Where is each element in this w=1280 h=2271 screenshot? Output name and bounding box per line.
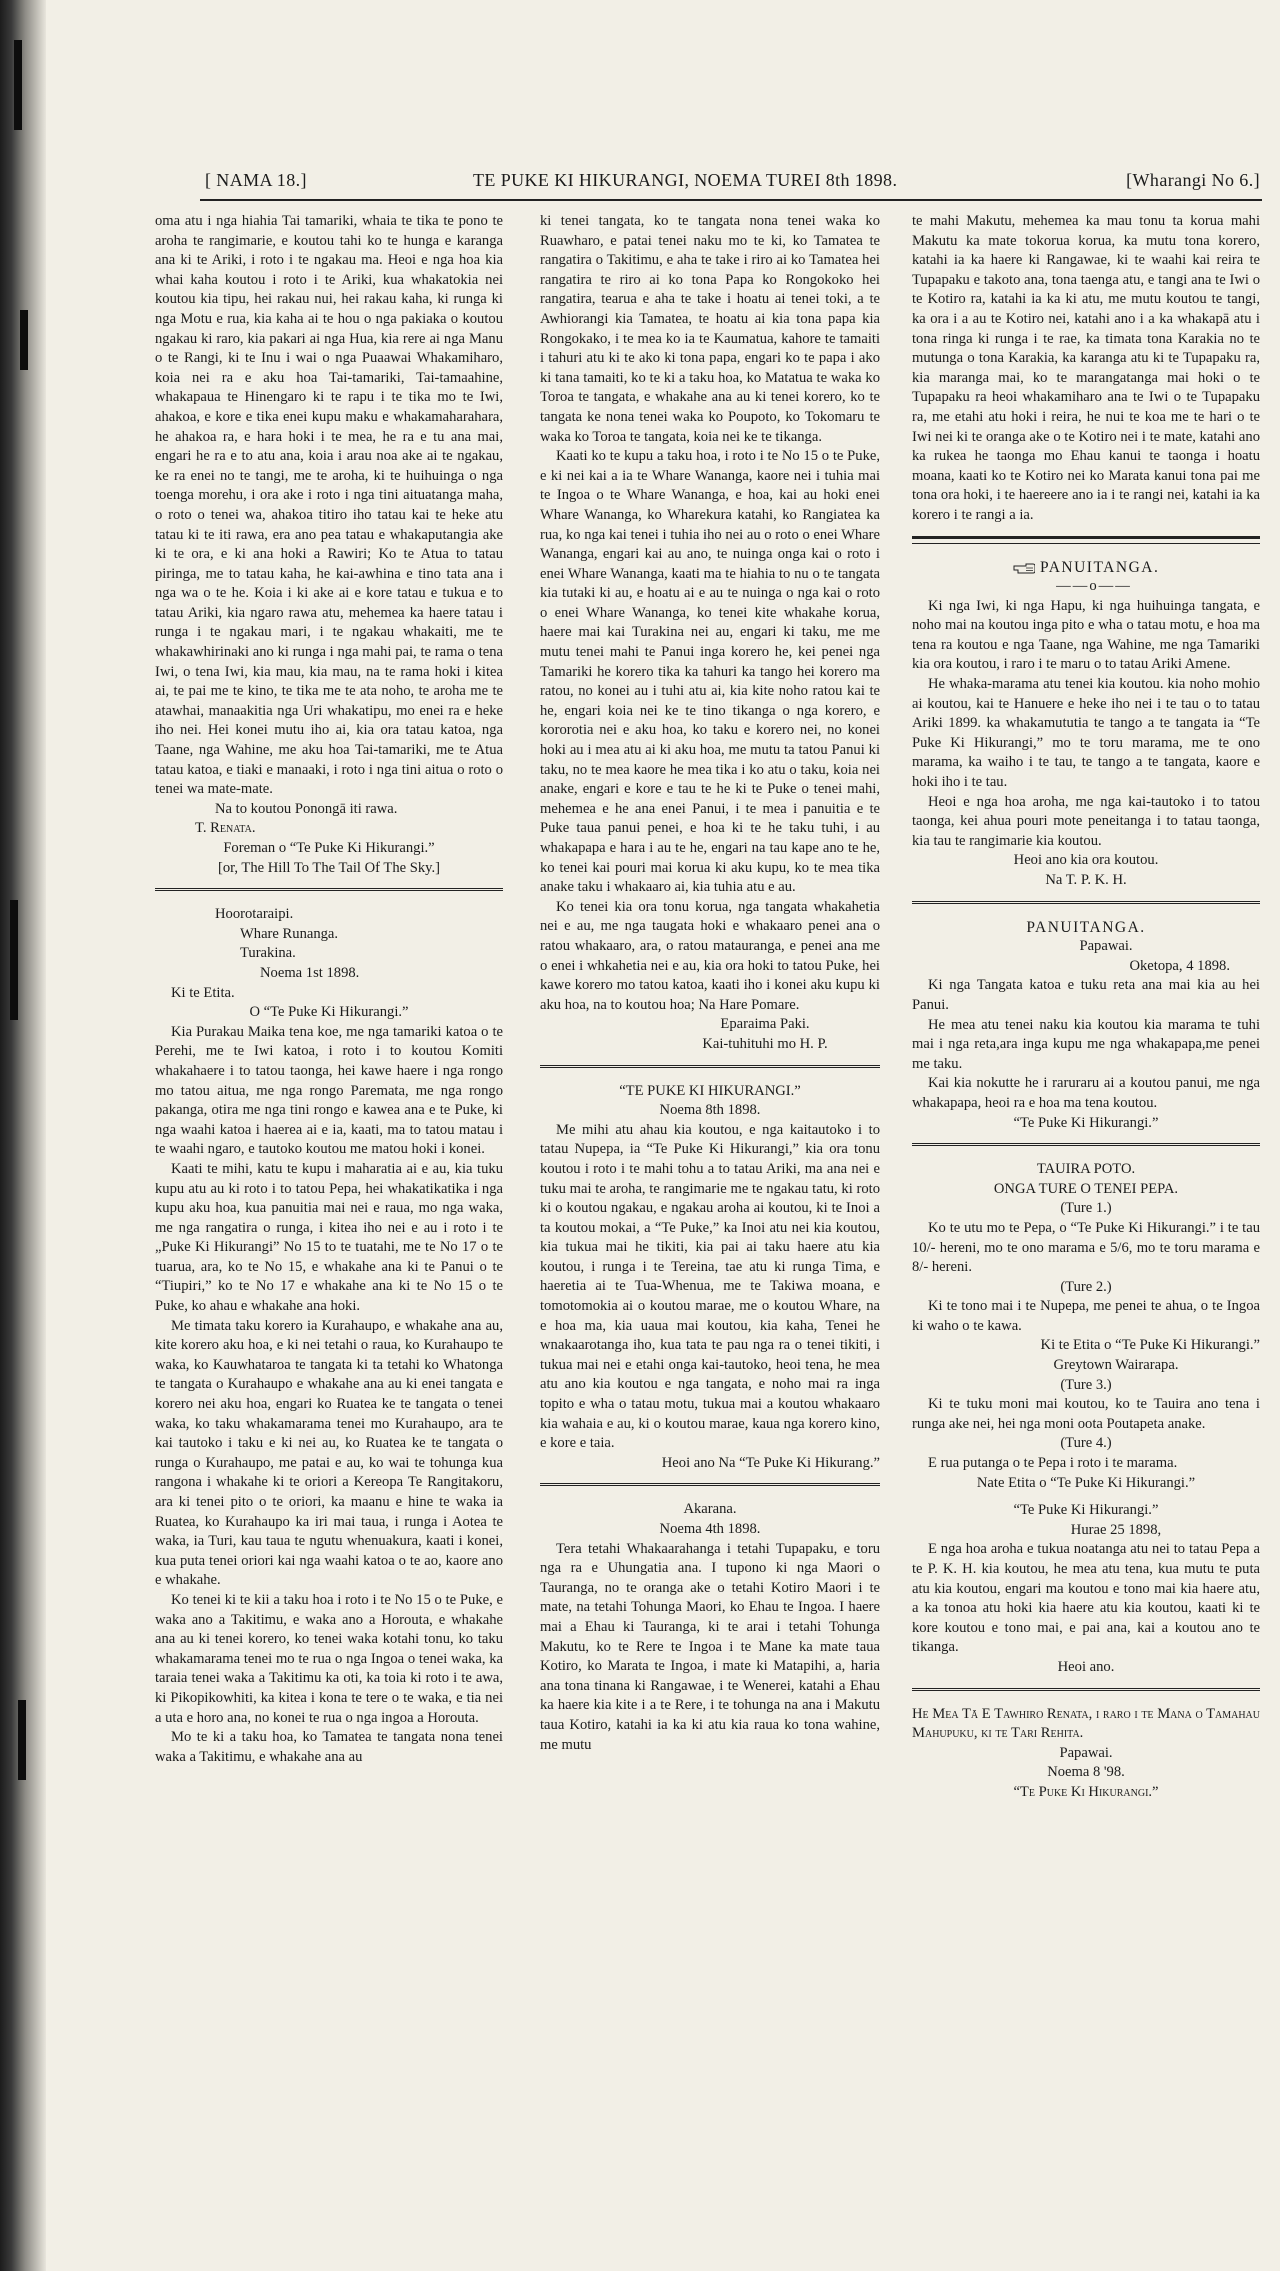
imprint-date: Noema 8 '98.: [1047, 1764, 1125, 1781]
letter-recipient: O “Te Puke Ki Hikurangi.”: [249, 1004, 409, 1021]
notice-place: Papawai.: [1079, 938, 1133, 955]
column-1: [155, 212, 503, 1767]
section-divider: [540, 1065, 880, 1070]
article-paragraph: ki tenei tangata, ko te tangata nona tenei waka ko Ruawharo, e patai tenei naku mo te ki, ko Tamatea te rangatira o Takitimu, e aha te take i riro ai ko Tamatea hei rangatira te riro ai ko tona Papa ko Rongokoko hei rangatira, tearua e aha te take i hoatu ai tenei toki, a te Awhiorangi kia Tamatea, te hoatu ai kia tona papa kia Rongokako, i te mea ko ia te Kaumatua, kahore te tamaiti i tahuri atu ki te ako ki tona papa, engari ko te papa i ako ki tana tamaiti, ko te ki a taku hoa, ko Matatua te waka ko Toroa te tangata, e whakahe ana au ki tenei korero, ko te tangata ke nona tenei waka ko Poupoto, ko Tokomaru te waka ko Toroa te tangata, koia nei ke te tikanga.: [540, 213, 880, 445]
imprint-text: He Mea Tā E Tawhiro Renata, i raro i te Mana o Tamahau Mahupuku, ki te Tari Rehita.: [912, 1705, 1261, 1742]
section-divider: [912, 543, 1260, 544]
rule-text: Ko te utu mo te Pepa, o “Te Puke Ki Hikurangi.” i te tau 10/- hereni, mo te ono marama e 5/6, mo te toru marama e 8/- hereni.: [912, 1219, 1260, 1276]
signature: “Te Puke Ki Hikurangi.”: [1013, 1114, 1159, 1131]
signature: Heoi ano kia ora koutou.: [1013, 852, 1159, 869]
section-divider: [912, 536, 1260, 539]
article-paragraph: te mahi Makutu, mehemea ka mau tonu ta korua mahi Makutu ka mate tokorua korua, ka mutu tona korero, katahi ia ka haere ki Rangawae, ki te waahi kai reira te Tupapaku e takoto ana, tona taenga atu, e tangi ana te Iwi o te Kotiro ra, katahi ia ka ki atu, me mutu koutou te tangi, ka ora i a au te Kotiro nei, katahi ano i a ka whakapā atu i tona ringa ki runga i te rae, ka timata tona Karakia no te mutunga o tona Karakia, ka karanga atu ki te Tupapaku ra, kia maranga mai, ko te marangatanga mai hoki o te Tupapaku ra heoi whakamiharo ana te Iwi o te Tupapaku ra, me etahi atu hoki i reira, he nui te koa me te hari o te Iwi nei ki te oranga ake o te Kotiro nei i te mate, katahi ano ka rukea he taonga mo Ehau kanui te taonga i hoatu moana, kaati ko te Kotiro nei ko Marata kanui tona pai me tona ora hoki, i te haereere ano ia i te rangi nei, katahi ia ka korero i te rangi a ia.: [912, 213, 1260, 523]
notice-paragraph: E nga hoa aroha e tukua noatanga atu nei to tatau Pepa a te P. K. H. kia koutou, he mea atu tena, kua mutu te puta atu kia koutou, engari ma koutou e tono mai kia haere atu, a ka tonoa atu hoki kia haere atu kia koutou, kaati ki te kore koutou e tono mai, e pai ana, kai a koutou ano te tikanga.: [912, 1541, 1260, 1656]
article-paragraph: Mo te ki a taku hoa, ko Tamatea te tangata nona tenei waka a Takitimu, e whakahe ana au: [155, 1729, 503, 1765]
notice-paragraph: He whaka-marama atu tenei kia koutou. kia noho mohio ai koutou, kai te Hanuere e heke iho nei i te tau o to tatau Ariki 1899. ka whakamututia te tango a te tangata ia “Te Puke Ki Hikurangi,” mo te toru marama, me te ono marama, ka waiho i te tau, te tango a te tangata, kaore e hoki iho i te tau.: [912, 676, 1260, 791]
section-divider: [912, 1143, 1260, 1148]
foreman-line: Foreman o “Te Puke Ki Hikurangi.”: [223, 840, 435, 856]
section-divider: [155, 888, 503, 893]
notice-date: Hurae 25 1898,: [1070, 1521, 1162, 1538]
signature: Heoi ano.: [1057, 1658, 1115, 1675]
article-date: Noema 4th 1898.: [659, 1521, 761, 1537]
address-line: Greytown Wairarapa.: [1053, 1357, 1179, 1374]
translation-line: [or, The Hill To The Tail Of The Sky.]: [217, 859, 441, 876]
rule-heading: (Ture 3.): [1060, 1376, 1112, 1393]
rule-heading: (Ture 4.): [1060, 1435, 1112, 1452]
article-paragraph: Me mihi atu ahau kia koutou, e nga kaitautoko i to tatau Nupepa, ia “Te Puke Ki Hikurangi,” kia ora tonu koutou i roto i te mahi tohu a to tatau Ariki, ma ana nei e tuku mai te aroha, te rangimarie me te ngakau tatu, ki roto ki o koutou ngakau, e ngakau aroha ai koutou, ki te Inoi a ta koutou mokai, a “Te Puke,” ka Inoi atu nei kia koutou, kia tukua mai he tikiti, kia pai ai taku haere atu kia koutou, i runga i te Tereina, tae atu ki runga Tima, e haeretia ai te Tua-Whenua, me te Takiwa moana, e tomotomokia ai o koutou marae, me o koutou Whare, na e hoa ma, kia uaua mai koutou, kia kaha, Tenei he wnakaarotanga iho, kua tata te pau nga ra o tenei tikiti, i tukua mai nei e etahi onga kai-tautoko, heoi tena, he mea atu ano kia koutou e nga tangata, e noho mai ra inga topito e wha o tatau motu, tukua mai a koutou whakaaro kia wahaia e au, ki o koutou marae, kaua nga korero kino, e kore e taia.: [540, 1121, 880, 1452]
signature: T. Renata.: [195, 820, 256, 837]
section-divider: [912, 901, 1260, 906]
signature: Eparaima Paki.: [720, 1016, 810, 1033]
article-paragraph: Kaati ko te kupu a taku hoa, i roto i te No 15 o te Puke, e ki nei kai a ia te Whare Wananga, kaore nei i tuhia mai te Ingoa o te Whare Wananga, e hoa, kai au hoki enei Whare Wananga, ko Wharekura katahi, ko Rangiatea ka rua, ko nga kai tenei i tuhia iho nei au o roto o enei Whare Wananga, engari kai au ano, te nuinga onga kai o roto i enei Whare Wananga, kaati ma te hiahia to nu o te tangata kia tutaki ki au, e hoatu ai e au te nuinga o nga kai o roto o enei Whare Wananga, ko tenei kite whakahe korua, haere mai kai Turakina nei au, engari ki taku, me me mutu tenei mahi te Panui inga korero he, kei penei nga Tamariki he korero tika ka tahuri ka tango hei korero ma ratou, no konei au i tuhi atu ai, kia kite noho ratou kai te he, engari koia nei ke te tino tikanga o nga korero, e kororotia nei e aku hoa, ko taku e korero nei, no konei hoki au i mea atu ai ki aku hoa, me mutu ta tatou Panui ki taku, no te mea kaore he mea tika i ko atu o taku, koia nei anake, engari e kore e tau te he ki te Puke o tenei mahi, mehemea e he ana enei Panui, i te mea i panuitia e te Puke taua panui penei, e hoa ki te he taku tuhi, i au whakapapa e hara i au te he, engari na tau kape ano te he, ko tenei kai pouri mai korua ki aku kupu, ko te mea tika anake taku i whakaaro ai, kia tuhia atu e au.: [540, 448, 880, 896]
signature: Heoi ano Na “Te Puke Ki Hikurang.”: [661, 1454, 880, 1471]
letter-place: Hoorotaraipi.: [215, 906, 294, 923]
rule-heading: (Ture 2.): [1060, 1278, 1112, 1295]
notice-title: [912, 558, 1260, 578]
article-paragraph: Kaati te mihi, katu te kupu i maharatia ai e au, kia tuku kupu atu au ki roto i to tatou Pepa, hei whakatikatika i nga kupu aku hoa, kua panuitia mai nei e raua, mo nga waka, me nga rangatira o runga, i kitea iho nei e au i roto i te „Puke Ki Hikurangi” No 15 to te tuatahi, me te No 17 o te tuarua, ara, ko te No 15, e whakahe ana ki te Panui o te “Tiupiri,” ko te No 17 e whakahe ana ki te No 15 o te Puke, ko ahau e whakahe ana hoki.: [155, 1160, 503, 1315]
pointing-hand-icon: [1013, 562, 1035, 574]
rules-subtitle: ONGA TURE O TENEI PEPA.: [993, 1180, 1179, 1197]
letter-place: Turakina.: [240, 945, 296, 962]
signature: Na T. P. K. H.: [1045, 872, 1127, 888]
page-number: [Wharangi No 6.]: [1126, 170, 1260, 190]
notice-paragraph: Kai kia nokutte he i raruraru ai a koutou panui, me nga whakapapa, heoi ra e hoa ma tena koutou.: [912, 1075, 1260, 1111]
closing-line: Na to koutou Ponongā iti rawa.: [215, 800, 398, 817]
notice-paragraph: Ki nga Tangata katoa e tuku reta ana mai kia au hei Panui.: [912, 977, 1260, 1013]
rules-title: TAUIRA POTO.: [1036, 1161, 1136, 1178]
address-line: Ki te Etita o “Te Puke Ki Hikurangi.”: [1040, 1337, 1260, 1354]
article-paragraph: Tera tetahi Whakaarahanga i tetahi Tupapaku, e toru nga ra e Uhungatia ana. I tupono ki nga Maori o Tauranga, no te oranga ake o tetahi Kotiro Maori i te mate, na tetahi Tohunga Maori, ko Ehau te Ingoa. I haere mai a Ehau ki Tauranga, ki te arai i tetahi Tohunga Makutu, ko te Rere te Ingoa i te Mane ka mate taua Kotiro, ko Marata te Ingoa, i mate ki Matapihi, a, haria ana tona tinana ki Rangawae, i te Wenerei, katahi a Ehau ka haere kia kite i a te Rere, i te tohunga na ana i Makutu taua Kotiro, katahi ia ka ki atu kia raua ko tona wahine, me mutu: [540, 1540, 880, 1753]
notice-paragraph: Ki nga Iwi, ki nga Hapu, ki nga huihuinga tangata, e noho mai na koutou inga pito e wha o tatau motu, e hoa ma tena ra koutou e nga Taane, nga Wahine, me nga Tamariki kia ora koutou, i raro i te maru o to tatau Ariki Amene.: [912, 597, 1260, 673]
imprint-signature: “Te Puke Ki Hikurangi.”: [1013, 1783, 1159, 1800]
rule-text: Ki te tuku moni mai koutou, ko te Tauira ano tena i runga ake nei, hei nga moni oota Poutapeta anake.: [912, 1396, 1260, 1432]
article-paragraph: oma atu i nga hiahia Tai tamariki, whaia te tika te pono te aroha te rangimarie, e koutou tahi ko te hunga e karanga ana ki te Ariki, i roto i te ngakau ma. Heoi e nga hoa kia whai kaha koutou i roto i te Ariki, kua whakatokia nei koutou kia tipu, hei rakau nui, hei rakau kaha, ki runga ki nga Motu e rua, kia kaha ai te hou o nga pakiaka o koutou ngakau ki raro, kia pakari ai nga Hua, kia rere ai nga Manu o te Rangi, ki te Inu i wai o nga Puaawai Whakamiharo, koia nei ra e aku hoa Tai-tamariki, Tai-tamaahine, whakapaua te Hinengaro ki te rapu i te tika mo te Iwi, ahakoa, e kore e tika enei kupu maku e whakamaharahara, he ahakoa ra, e hara hoki i te mea, he ra e tu ana mai, engari he ra e to atu ana, koia i arau noa ake ai te ngakau, ke ra enei no te tangi, me te aroha, ki te huihuinga o nga toenga morehu, i ora ake i roto i nga tini aituatanga maha, o roto o tenei wa, ahakoa titiro iho tatau kai te heke atu tatau ki te iti rawa, era ano pea tatau e whakaputangia ake ki te ora, e ki ana hoki a Rawiri; Ko te Atua to tatau piringa, me to tatau kaha, he kai-awhina e tino tata ana i nga wa o te he. Koia i ki ake ai e kore tatau e tukua e to tatau Ariki, kia ngaro rawa atu, mehemea ka haere tatau i runga i te ngakau mari, i te ngakau whakaiti, me te whakawhirinaki ano ki runga i nga mahi pai, te rama o tena Iwi, o tena Iwi, kia mau, kia mau, na te rama hoki i kitea ai, te pai me te kino, te tika me te ata noho, te aroha me te atawhai, manaakitia nga Uri whakatipu, mo enei ra e heke iho nei. Hei konei mutu iho ai, kia ora tatau katoa, nga Taane, nga Wahine, me aku hoa Tai-tamariki, me te Atua tatau katoa, e tiaki e manaaki, i roto i nga tini aitua o roto o tenei wa mate-mate.: [155, 213, 503, 798]
signature: Nate Etita o “Te Puke Ki Hikurangi.”: [976, 1474, 1196, 1491]
notice-paragraph: He mea atu tenei naku kia koutou kia marama te tuhi mai i nga reta,ara inga kupu me nga whakapapa,me penei me taku.: [912, 1016, 1260, 1072]
editorial-title: “TE PUKE KI HIKURANGI.”: [619, 1082, 801, 1099]
article-paragraph: Ko tenei ki te kii a taku hoa i roto i te No 15 o te Puke, e waka ano a Takitimu, e waka ano a Horouta, e whakahe ana au ki tenei korero, ko tenei waka kotahi tonu, ko taku whakamarama tenei mo te rua o nga Ingoa o tenei waka, ka taraia tenei waka a Takitimu ka oti, ka toia ki roto i te awa, ki Pikopikowhiti, ka kitea i kona te tere o te waka, e tia nei a uta e horo ana, no konei te rua o nga ingoa a Horouta.: [155, 1591, 503, 1726]
binding-speck: [20, 310, 28, 370]
notice-title-text: PANUITANGA.: [1040, 558, 1160, 576]
article-paragraph: Kia Purakau Maika tena koe, me nga tamariki katoa o te Perehi, me te Iwi katoa, i roto i to koutou Komiti whakahaere i to tatou taonga, hei kawe haere i nga rongo mo tatou aitua, me nga rongo Paremata, me nga rongo pakanga, otira me nga tini rongo e kawea ana e te Puke, ki nga waahi katoa i haerea ai e ia, kaati, ma to tatou matau i te waahi ngaro, e tautoko koutou me matou hoki i konei.: [155, 1023, 503, 1158]
ornament-divider: ——o——: [1056, 578, 1132, 595]
letter-date: Noema 1st 1898.: [260, 964, 360, 981]
header-rule: [200, 199, 1262, 201]
binding-speck: [18, 1700, 26, 1780]
notice-title: PANUITANGA.: [1026, 918, 1146, 936]
notice-title: “Te Puke Ki Hikurangi.”: [1013, 1502, 1159, 1519]
editorial-date: Noema 8th 1898.: [659, 1102, 761, 1119]
binding-speck: [14, 40, 22, 130]
article-paragraph: Me timata taku korero ia Kurahaupo, e whakahe ana au, kite korero aku hoa, e ki nei tetahi o raua, ko Kurahaupo te waka, ko Kauwhataroa te tangata ki ta tetahi ko Whatonga te tangata o Kurahaupo e whakahe ana au ki enei tangata e korero nei aku hoa, engari ko Ruatea ke te tangata o tenei waka, ko taku whakamarama tenei mo Kurahaupo, ara te kai tautoko i taku e ki nei au, ko Ruatea ke te tangata o runga o Kurahaupo, me patai e au, ko wai te tohunga kua rangona i whakahe ki te oriori a Kereopa Te Rangitakoru, ara ki tenei pito o te oriori, ka maanu e hine te waka ia Ruatea, ko Kurahaupo ka iri mai taua, i runga i Aotea te waka, ia Turi, kau taua te ngutu whenuakura, kaati i konei, kua puta tenei oriori kai nga waahi katoa o te ao, kaore ano e whakahe.: [155, 1317, 503, 1589]
column-2: [540, 212, 880, 1755]
article-place: Akarana.: [683, 1501, 737, 1518]
rule-heading: (Ture 1.): [1060, 1200, 1112, 1217]
section-divider: [912, 1688, 1260, 1693]
letter-recipient: Ki te Etita.: [171, 984, 235, 1001]
binding-speck: [10, 900, 18, 1020]
rule-text: E rua putanga o te Pepa i roto i te marama.: [928, 1455, 1178, 1472]
article-paragraph: Ko tenei kia ora tonu korua, nga tangata whakahetia nei e au, me nga taugata hoki e whakaaro penei ana o ratou whakaaro, ara, o ratou matauranga, e penei ana me o enei i whkahetia nei e au, kia ora hoki to tatou Puke, hei kawe korero mo tatou katoa, kaati iho i konei aku kupu ki aku hoa, na to koutou hoa; Na Hare Pomare.: [540, 898, 880, 1013]
rule-text: Ki te tono mai i te Nupepa, me penei te ahua, o te Ingoa ki waho o te kawa.: [912, 1298, 1260, 1334]
notice-date: Oketopa, 4 1898.: [1129, 957, 1230, 974]
signature: Kai-tuhituhi mo H. P.: [702, 1035, 828, 1052]
imprint-place: Papawai.: [1059, 1744, 1113, 1761]
notice-paragraph: Heoi e nga hoa aroha, me nga kai-tautoko i to tatou taonga, kei ahua pouri mote peneitanga i to tatau taonga, kia tau te rangimarie kia koutou.: [912, 793, 1260, 849]
letter-place: Whare Runanga.: [240, 925, 339, 942]
page-header: [205, 166, 1260, 196]
newspaper-title: TE PUKE KI HIKURANGI, NOEMA TUREI 8th 1898.: [473, 170, 898, 190]
section-divider: [540, 1483, 880, 1488]
column-3: [912, 212, 1260, 1803]
issue-number: [ NAMA 18.]: [205, 170, 307, 190]
